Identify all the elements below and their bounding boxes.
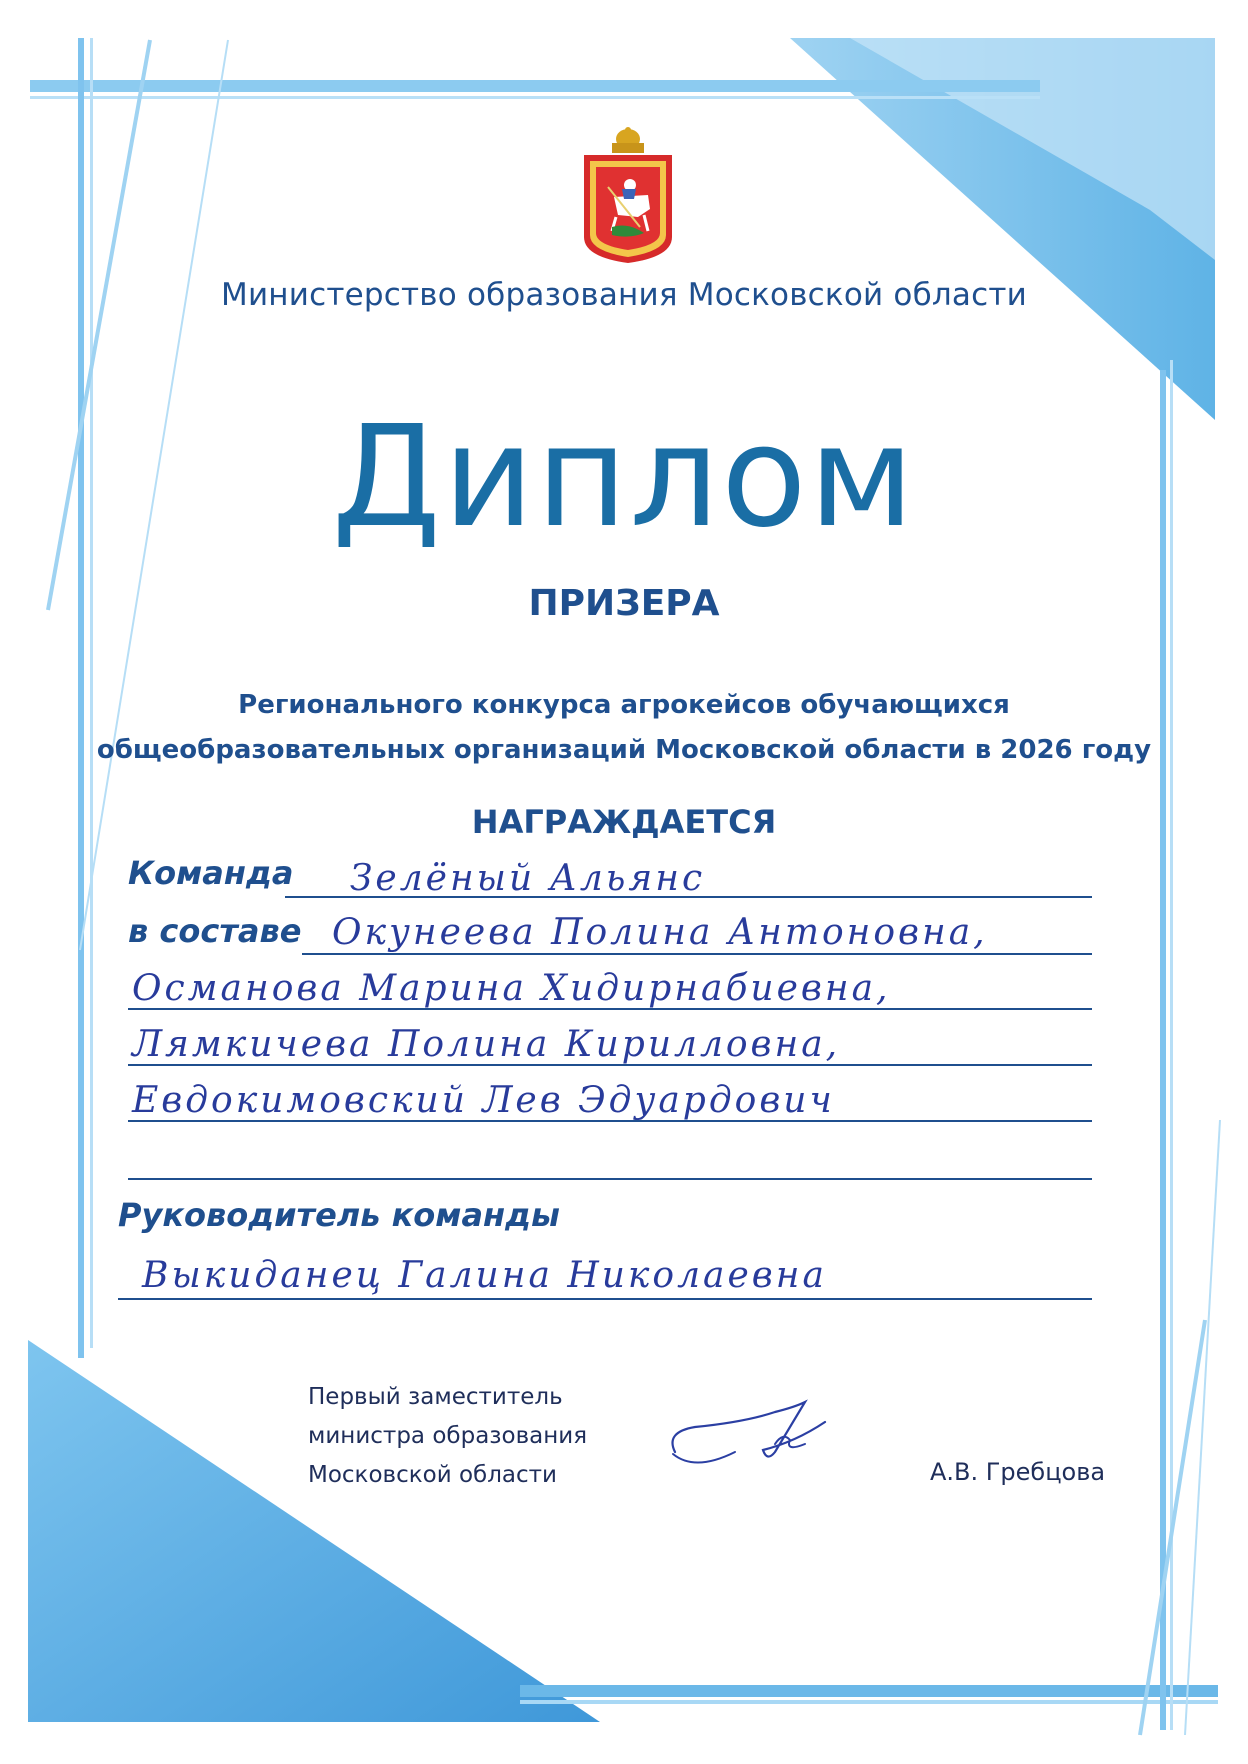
member-3-handwritten: Лямкичева Полина Кирилловна, [132,1024,841,1065]
bottom-band [520,1685,1218,1697]
member-1-handwritten: Окунеева Полина Антоновна, [332,912,988,953]
members-label: в составе [128,912,302,950]
top-band-thin [30,96,1040,99]
bottom-band-thin [520,1700,1218,1704]
leader-underline [118,1298,1092,1300]
signer-position-line-3: Московской области [308,1462,557,1488]
diagonal-stripe-4 [1185,1120,1220,1735]
diploma-title: Диплом [331,396,917,559]
signer-position-line-2: министра образования [308,1423,588,1449]
ministry-header: Министерство образования Московской области [221,277,1027,313]
awarded-label: НАГРАЖДАЕТСЯ [471,803,777,841]
signer-position-line-1: Первый заместитель [308,1384,563,1410]
top-band [30,80,1040,92]
member-4-handwritten: Евдокимовский Лев Эдуардович [132,1080,835,1121]
contest-name-line-2: общеобразовательных организаций Московской области в 2026 году [96,735,1152,765]
members-underline-5 [128,1178,1092,1180]
members-underline-1 [302,953,1092,955]
signer-name: А.В. Гребцова [930,1458,1106,1486]
team-label: Команда [128,854,294,892]
right-line [1160,370,1166,1730]
contest-name-line-1: Регионального конкурса агрокейсов обучающихся [238,690,1010,720]
member-2-handwritten: Османова Марина Хидирнабиевна, [132,968,891,1009]
leader-label: Руководитель команды [118,1196,560,1234]
handwritten-signature [655,1392,835,1482]
diploma-subtitle: ПРИЗЕРА [528,583,720,624]
coat-of-arms-icon [578,127,678,265]
leader-name-handwritten: Выкиданец Галина Николаевна [142,1255,827,1296]
team-name-handwritten: Зелёный Альянс [350,858,706,899]
